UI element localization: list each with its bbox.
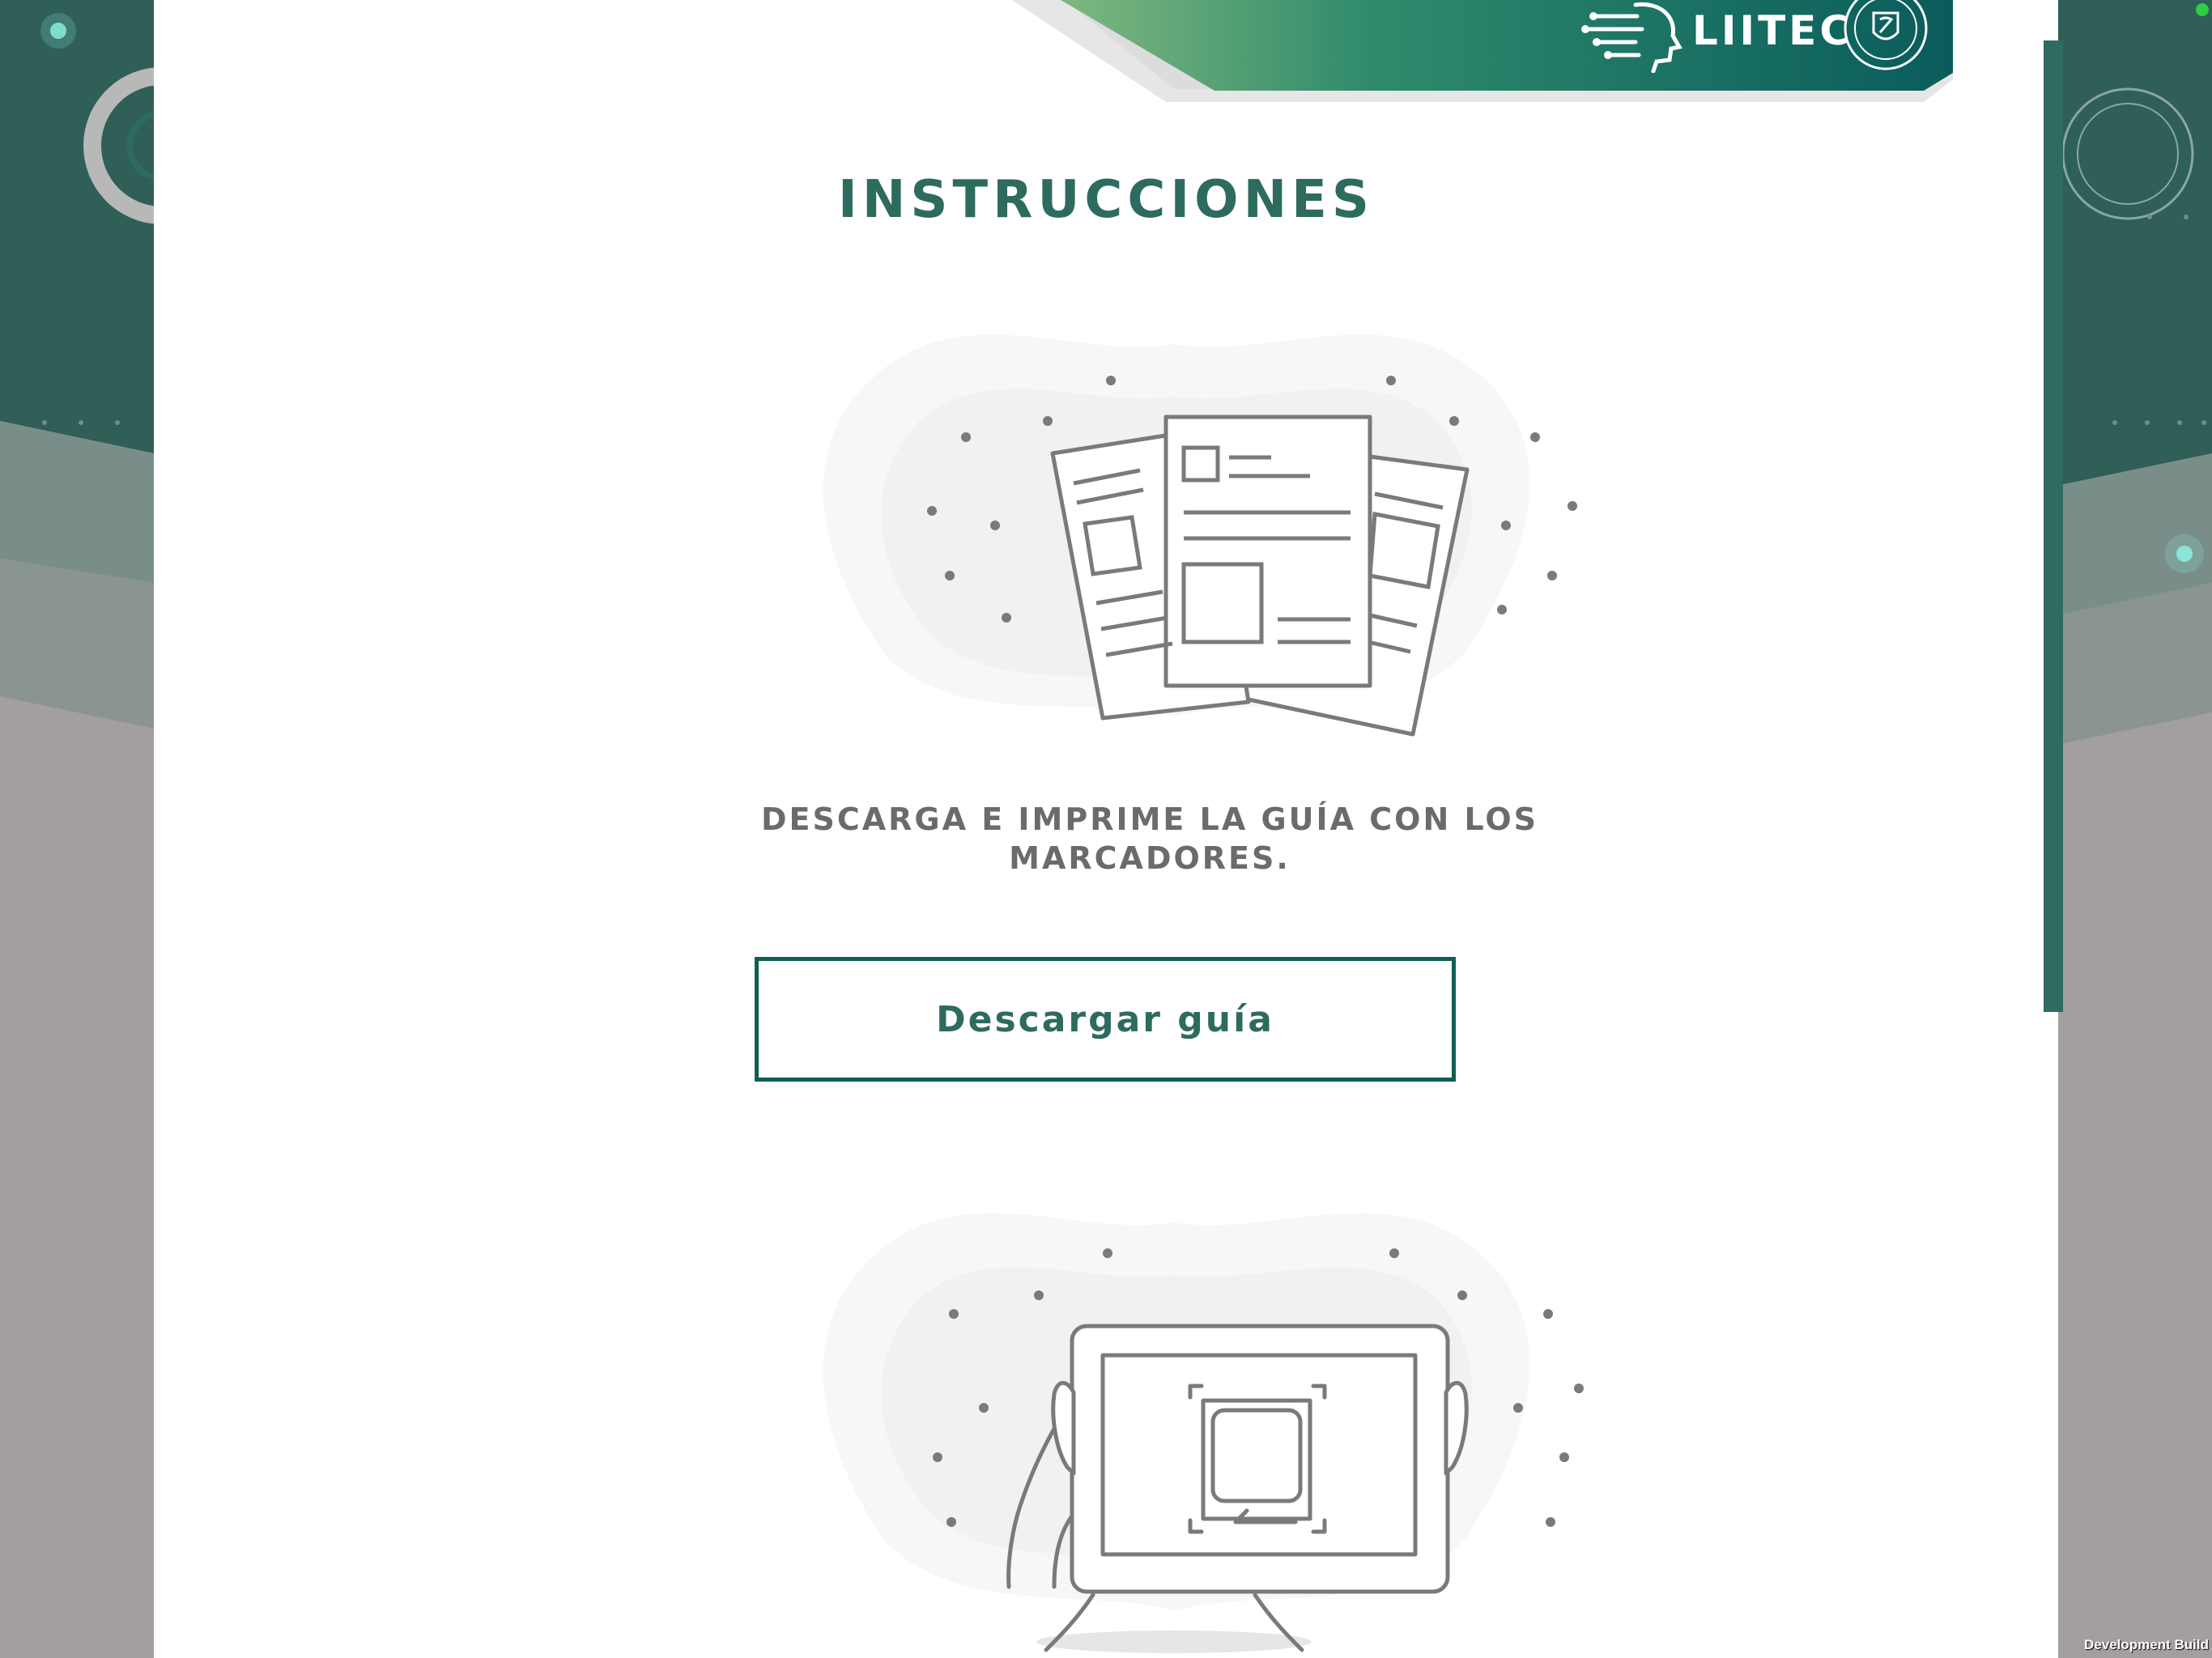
background-scene-left xyxy=(0,0,154,1658)
status-indicator xyxy=(2196,3,2209,16)
page-title: INSTRUCCIONES xyxy=(838,170,1374,230)
development-build-label: Development Build xyxy=(2084,1637,2209,1652)
university-seal-icon xyxy=(1841,0,1930,73)
background-scene-right xyxy=(2057,0,2212,1658)
instructions-panel xyxy=(154,0,2058,1658)
tablet-scan-marker-icon xyxy=(753,1182,1603,1658)
download-guide-button-label: Descargar guía xyxy=(936,998,1274,1040)
ai-head-circuit-icon xyxy=(1579,0,1684,73)
step1-instruction-text: DESCARGA E IMPRIME LA GUÍA CON LOS MARCADORES. xyxy=(760,801,1539,876)
background-left xyxy=(0,0,154,1658)
download-guide-button[interactable] xyxy=(755,957,1456,1082)
documents-guide-icon xyxy=(753,312,1603,749)
scrollbar[interactable] xyxy=(2044,40,2063,1012)
logo-text: LIITEC xyxy=(1692,7,1853,54)
background-right xyxy=(2057,0,2212,1658)
